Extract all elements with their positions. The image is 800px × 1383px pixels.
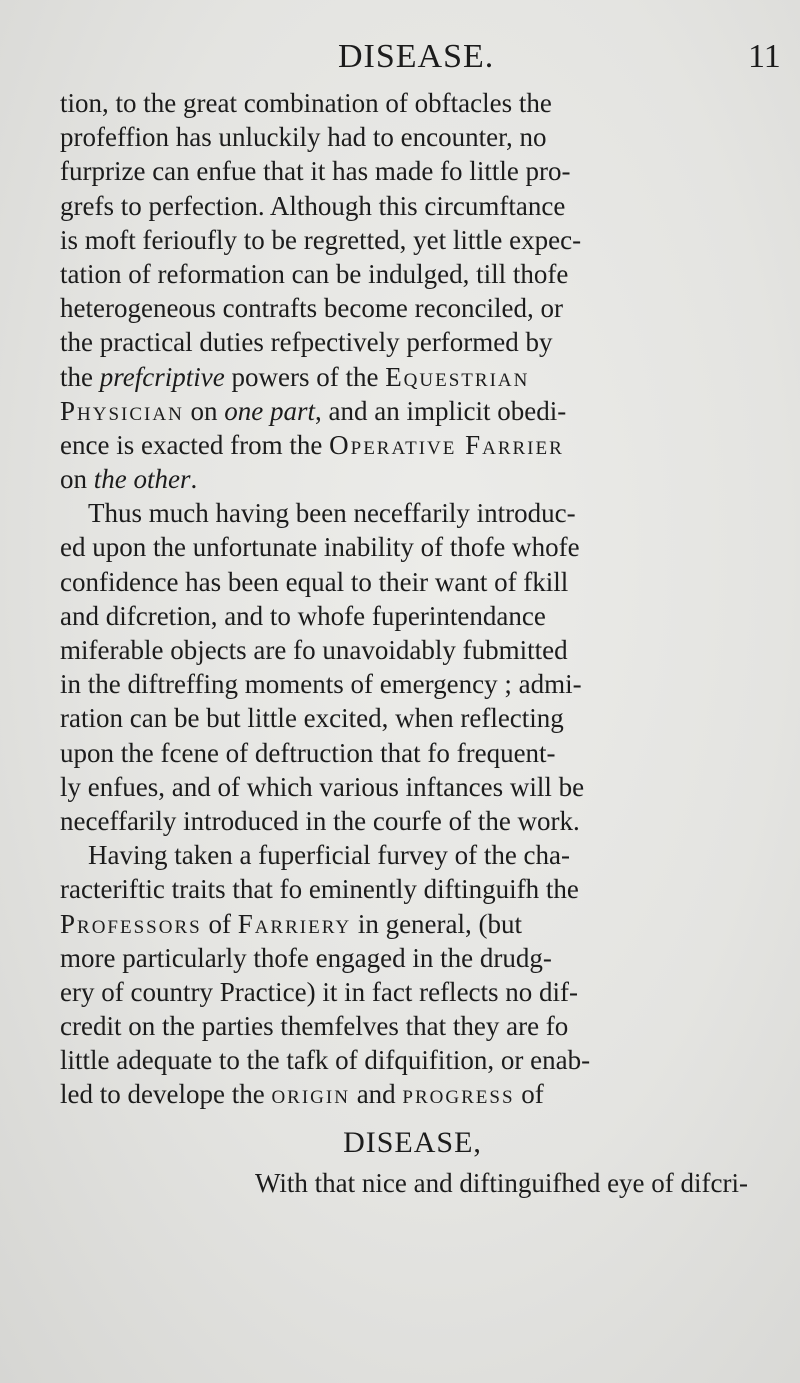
text-line <box>60 394 765 428</box>
text-line: the practical duties refpectively performed by <box>60 327 553 358</box>
text-run: and <box>349 1079 403 1110</box>
text-line <box>60 428 765 462</box>
paragraph-first-line: Thus much having been neceffarily introduc- <box>88 498 576 529</box>
text-run: of <box>201 908 238 939</box>
text-line: ed upon the unfortunate inability of thofe whofe <box>60 532 580 563</box>
catchword-line: With that nice and diftinguifhed eye of difcri- <box>255 1167 748 1198</box>
italic-run: the other <box>93 464 191 495</box>
text-line: ery of country Practice) it in fact reflects no dif- <box>60 976 579 1007</box>
text-line: confidence has been equal to their want of fkill <box>60 566 569 597</box>
body-text <box>60 86 765 1200</box>
small-caps-run: Physician <box>60 395 184 426</box>
text-line: in the diftreffing moments of emergency ; admi- <box>60 669 582 700</box>
italic-run: prefcriptive <box>99 361 225 392</box>
running-head: DISEASE. <box>338 38 495 75</box>
text-line: neceffarily introduced in the courfe of the work. <box>60 805 580 836</box>
text-line: furprize can enfue that it has made fo little pro- <box>60 156 571 187</box>
small-caps-run: Operative Farrier <box>329 429 564 460</box>
text-run: of <box>514 1079 544 1110</box>
text-line: profeffion has unluckily had to encounter, no <box>60 122 547 153</box>
section-heading: DISEASE, <box>343 1125 482 1159</box>
text-line: heterogeneous contrafts become reconciled, or <box>60 293 564 324</box>
text-line: is moft ferioufly to be regretted, yet little expec- <box>60 224 582 255</box>
italic-run: one part <box>224 395 316 426</box>
text-line: tion, to the great combination of obftacles the <box>60 88 552 118</box>
text-run: powers of the <box>224 361 386 392</box>
small-caps-run: Professors <box>60 908 202 939</box>
page-header <box>0 38 800 90</box>
text-line: ly enfues, and of which various inftances will be <box>60 771 585 802</box>
text-run: on <box>60 464 94 495</box>
text-line: miferable objects are fo unavoidably fubmitted <box>60 635 568 665</box>
paragraph-first-line: Having taken a fuperficial furvey of the cha- <box>88 840 571 871</box>
small-caps-run: Equestrian <box>385 361 530 392</box>
text-run: , and an implicit obedi- <box>315 395 567 426</box>
text-run: the <box>60 361 100 392</box>
text-line: tation of reformation can be indulged, till thofe <box>60 258 569 289</box>
text-run: led to develope the <box>60 1079 272 1110</box>
text-line: ration can be but little excited, when reflecting <box>60 703 564 734</box>
text-line: credit on the parties themfelves that they are fo <box>60 1011 569 1042</box>
small-caps-run: origin <box>271 1079 350 1110</box>
text-line <box>60 462 765 496</box>
text-run: . <box>190 464 198 495</box>
text-run: in general, (but <box>351 908 523 939</box>
page-number: 11 <box>748 38 781 75</box>
text-line <box>60 1077 765 1111</box>
text-run: ence is exacted from the <box>60 429 330 460</box>
text-line <box>60 907 765 941</box>
text-line: grefs to perfection. Although this circumftance <box>60 190 566 221</box>
text-line: and difcretion, and to whofe fuperintendance <box>60 600 546 631</box>
text-line: upon the fcene of deftruction that fo frequent- <box>60 737 556 768</box>
small-caps-run: progress <box>402 1079 515 1110</box>
small-caps-run: Farriery <box>237 908 352 939</box>
text-line: more particularly thofe engaged in the drudg- <box>60 942 552 973</box>
text-line: little adequate to the tafk of difquifition, or enab- <box>60 1045 591 1076</box>
text-line <box>60 360 765 394</box>
text-run: on <box>183 395 225 426</box>
text-line: racteriftic traits that fo eminently diftinguifh the <box>60 874 579 905</box>
